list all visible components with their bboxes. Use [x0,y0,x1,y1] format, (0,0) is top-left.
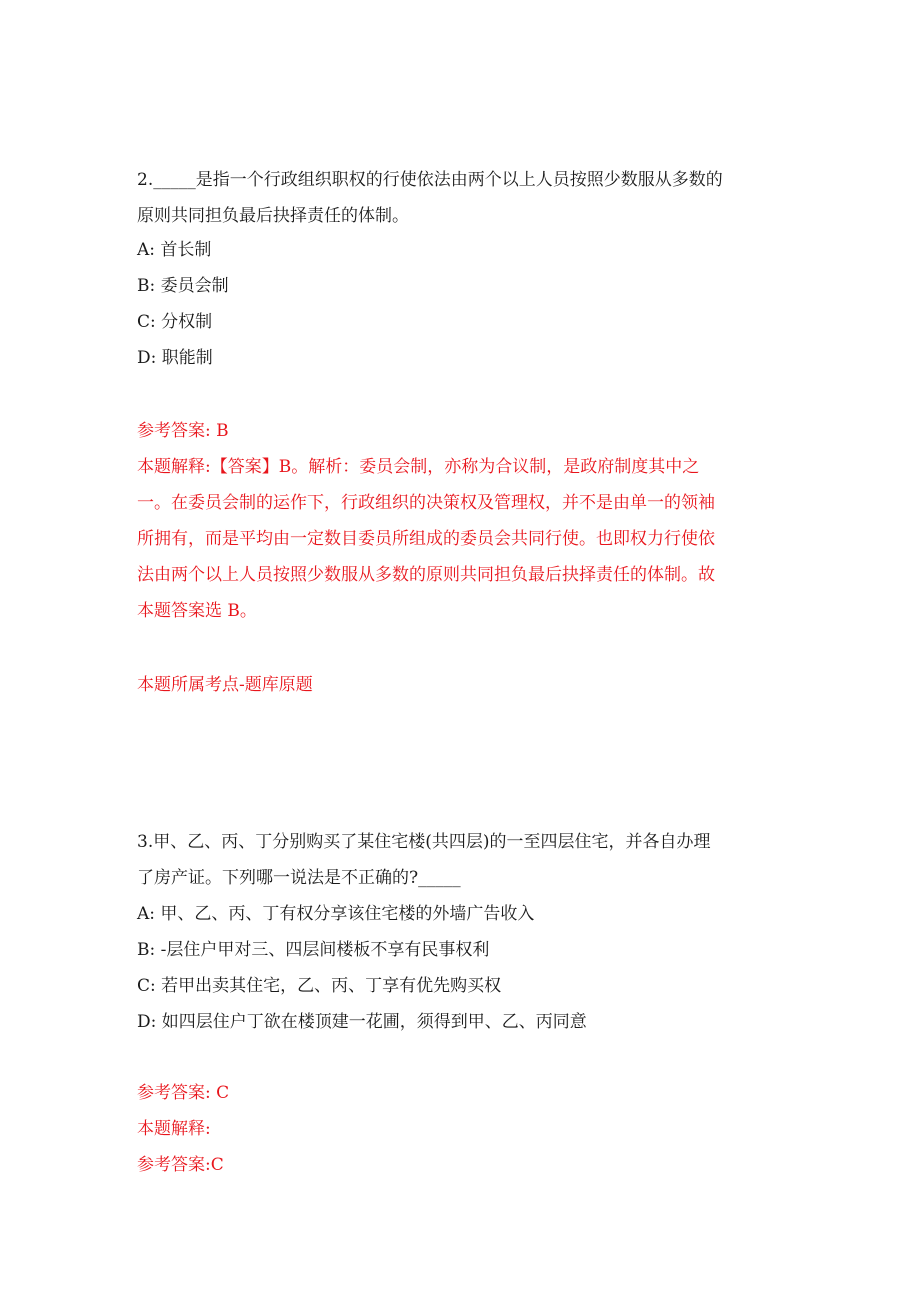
question-3-answer: 参考答案: C [137,1083,230,1103]
question-2-option-d: D: 职能制 [137,348,213,368]
question-3-answer-repeat: 参考答案:C [137,1155,224,1175]
question-2-knowledge-point-block [137,667,787,703]
question-2-stem-line-2: 原则共同担负最后抉择责任的体制。 [137,206,409,226]
question-3-option-b: B: -层住户甲对三、四层间楼板不享有民事权利 [137,940,490,960]
question-2-explanation-line-3: 所拥有，而是平均由一定数目委员所组成的委员会共同行使。也即权力行使依 [137,529,715,549]
question-3-answer-repeat-block [137,1147,787,1183]
question-2-option-b: B: 委员会制 [137,276,229,296]
question-3-option-a: A: 甲、乙、丙、丁有权分享该住宅楼的外墙广告收入 [137,904,535,924]
question-2-knowledge-point: 本题所属考点-题库原题 [137,675,313,695]
question-3-option-d: D: 如四层住户丁欲在楼顶建一花圃，须得到甲、乙、丙同意 [137,1012,587,1032]
question-2-stem-line-1: 2._____是指一个行政组织职权的行使依法由两个以上人员按照少数服从多数的 [137,170,723,190]
question-2-stem [137,162,787,234]
question-2-explanation-line-4: 法由两个以上人员按照少数服从多数的原则共同担负最后抉择责任的体制。故 [137,565,715,585]
question-2-explanation-line-5: 本题答案选 B。 [137,601,257,621]
question-3-option-c: C: 若甲出卖其住宅，乙、丙、丁享有优先购买权 [137,976,502,996]
question-2-answer-block [137,413,787,449]
question-3-options [137,896,787,1040]
question-3-explanation: 本题解释: [137,1119,211,1139]
question-2-explanation-line-2: 一。在委员会制的运作下，行政组织的决策权及管理权，并不是由单一的领袖 [137,493,715,513]
question-3-stem-line-2: 了房产证。下列哪一说法是不正确的?_____ [137,868,461,888]
question-3-explanation-block [137,1111,787,1147]
question-2-options [137,232,787,376]
question-3-stem-line-1: 3.甲、乙、丙、丁分别购买了某住宅楼(共四层)的一至四层住宅，并各自办理 [137,832,711,852]
question-2-option-a: A: 首长制 [137,240,212,260]
question-2-explanation-line-1: 本题解释:【答案】B。解析：委员会制，亦称为合议制，是政府制度其中之 [137,457,700,477]
question-3-answer-block [137,1075,787,1111]
question-3-stem [137,824,787,896]
question-2-answer: 参考答案: B [137,421,229,441]
question-2-explanation [137,449,777,629]
question-2-option-c: C: 分权制 [137,312,213,332]
